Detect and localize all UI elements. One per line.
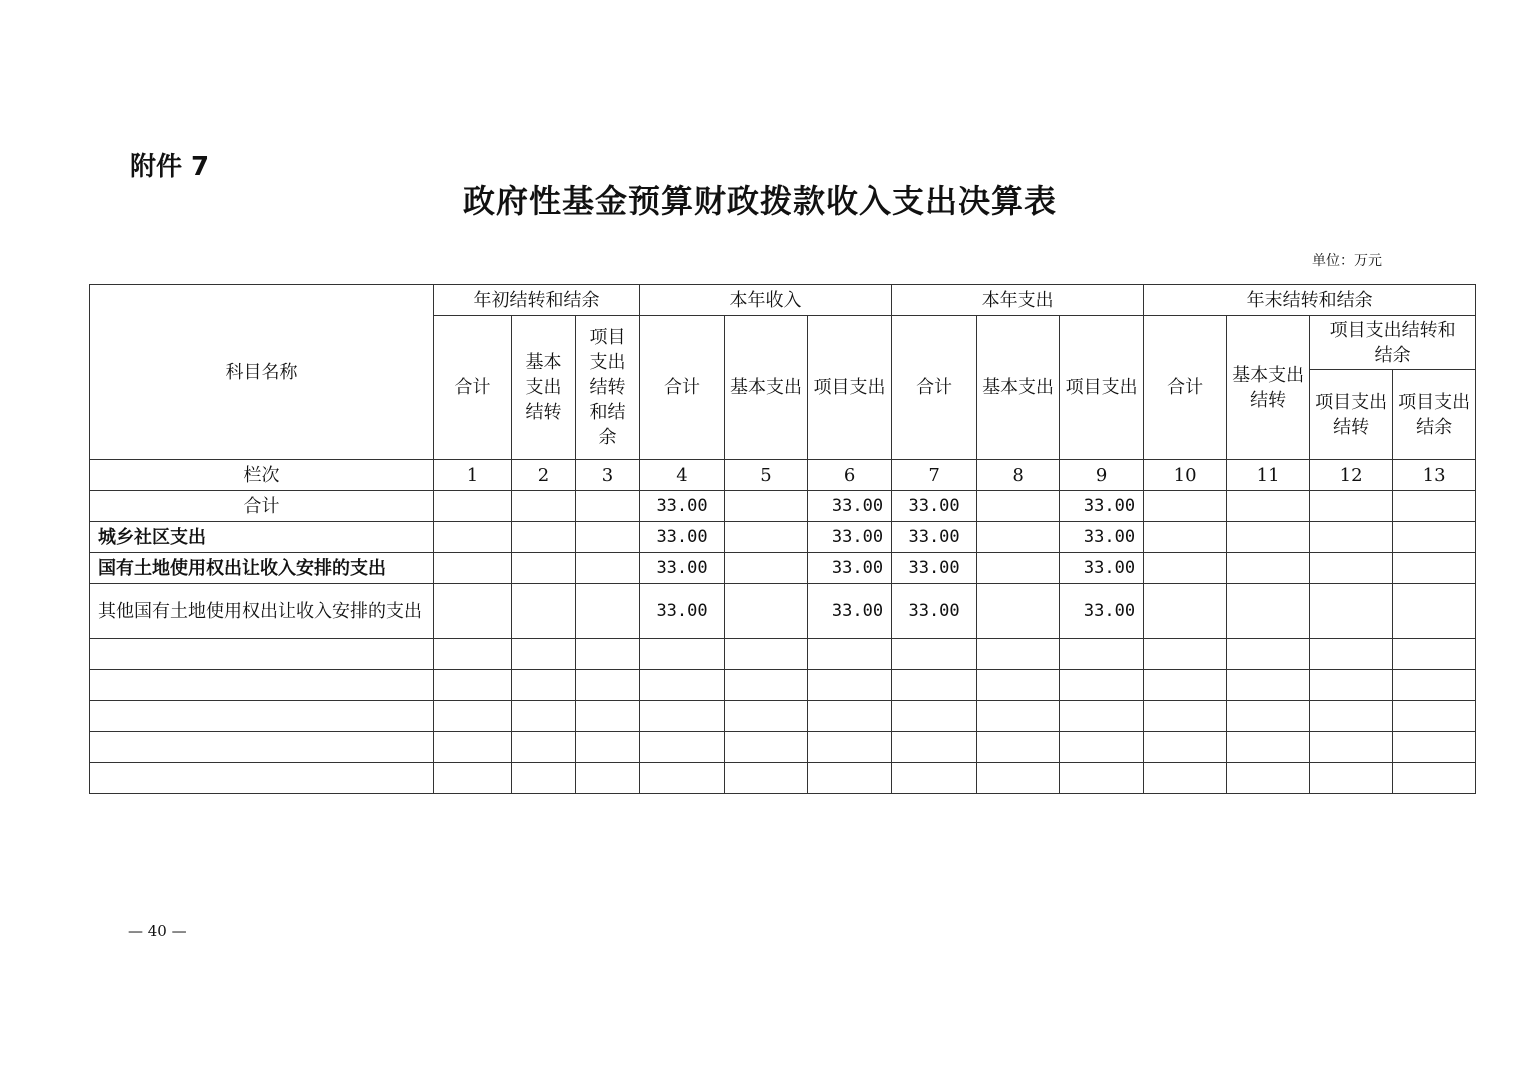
empty-cell — [892, 701, 977, 732]
row-value-cell — [1227, 553, 1310, 584]
empty-cell — [1393, 732, 1476, 763]
empty-cell — [434, 763, 512, 794]
empty-cell — [1227, 763, 1310, 794]
row-value-cell — [1144, 491, 1227, 522]
header-expense-total: 合计 — [892, 316, 977, 460]
row-value-cell: 33.00 — [892, 553, 977, 584]
empty-cell — [1393, 670, 1476, 701]
row-value-cell — [1310, 491, 1393, 522]
empty-cell — [1144, 763, 1227, 794]
empty-cell — [90, 639, 434, 670]
row-value-cell: 33.00 — [1060, 522, 1144, 553]
empty-row — [90, 732, 1476, 763]
column-number: 1 — [434, 460, 512, 491]
row-value-cell — [512, 522, 576, 553]
empty-cell — [977, 670, 1060, 701]
row-value-cell — [434, 553, 512, 584]
column-number: 11 — [1227, 460, 1310, 491]
column-number: 13 — [1393, 460, 1476, 491]
row-value-cell: 33.00 — [640, 584, 725, 639]
table-row — [90, 522, 1476, 553]
header-income-project: 项目支出 — [808, 316, 892, 460]
row-value-cell — [1144, 553, 1227, 584]
empty-cell — [1060, 639, 1144, 670]
row-value-cell: 33.00 — [1060, 491, 1144, 522]
header-start-total: 合计 — [434, 316, 512, 460]
row-value-cell — [725, 584, 808, 639]
row-value-cell — [1393, 584, 1476, 639]
row-value-cell — [977, 553, 1060, 584]
header-start-project: 项目支出结转和结余 — [576, 316, 640, 460]
row-value-cell — [434, 584, 512, 639]
empty-row — [90, 701, 1476, 732]
row-value-cell: 33.00 — [892, 491, 977, 522]
empty-cell — [725, 763, 808, 794]
data-rows — [90, 491, 1476, 639]
row-value-cell — [512, 584, 576, 639]
header-start-basic: 基本支出结转 — [512, 316, 576, 460]
page-number: — 40 — — [128, 922, 187, 940]
empty-cell — [512, 639, 576, 670]
row-value-cell — [576, 584, 640, 639]
budget-table — [89, 284, 1476, 794]
row-value-cell: 33.00 — [640, 522, 725, 553]
row-value-cell — [725, 553, 808, 584]
row-value-cell — [434, 522, 512, 553]
table-row — [90, 584, 1476, 639]
header-end-project-balance: 项目支出结余 — [1393, 370, 1476, 460]
row-value-cell — [1310, 553, 1393, 584]
empty-cell — [640, 732, 725, 763]
empty-cell — [1144, 639, 1227, 670]
row-value-cell — [1310, 584, 1393, 639]
empty-row — [90, 639, 1476, 670]
row-value-cell — [1144, 584, 1227, 639]
column-number-row — [90, 460, 1476, 491]
empty-cell — [640, 701, 725, 732]
row-value-cell — [725, 491, 808, 522]
blank-rows — [90, 639, 1476, 794]
row-value-cell: 33.00 — [808, 522, 892, 553]
empty-row — [90, 763, 1476, 794]
header-group-start: 年初结转和结余 — [434, 285, 640, 316]
header-group-income: 本年收入 — [640, 285, 892, 316]
empty-cell — [977, 732, 1060, 763]
empty-cell — [977, 639, 1060, 670]
empty-cell — [1227, 701, 1310, 732]
empty-cell — [1060, 732, 1144, 763]
empty-cell — [725, 732, 808, 763]
header-expense-basic: 基本支出 — [977, 316, 1060, 460]
unit-label: 单位：万元 — [1312, 253, 1382, 269]
column-number: 8 — [977, 460, 1060, 491]
empty-cell — [892, 670, 977, 701]
empty-cell — [512, 732, 576, 763]
empty-cell — [1060, 670, 1144, 701]
header-group-end: 年末结转和结余 — [1144, 285, 1476, 316]
row-value-cell — [512, 491, 576, 522]
header-income-total: 合计 — [640, 316, 725, 460]
empty-cell — [90, 701, 434, 732]
column-number: 2 — [512, 460, 576, 491]
empty-cell — [434, 670, 512, 701]
header-income-basic: 基本支出 — [725, 316, 808, 460]
empty-cell — [90, 763, 434, 794]
attachment-label: 附件 7 — [130, 152, 210, 182]
empty-cell — [977, 763, 1060, 794]
empty-cell — [1144, 732, 1227, 763]
row-value-cell — [725, 522, 808, 553]
row-value-cell — [1227, 584, 1310, 639]
empty-cell — [434, 701, 512, 732]
empty-cell — [576, 763, 640, 794]
table-row — [90, 491, 1476, 522]
row-subject-name: 合计 — [90, 491, 434, 522]
empty-cell — [1393, 701, 1476, 732]
empty-cell — [725, 639, 808, 670]
empty-cell — [1393, 763, 1476, 794]
empty-cell — [1144, 701, 1227, 732]
header-group-expense: 本年支出 — [892, 285, 1144, 316]
row-value-cell — [576, 491, 640, 522]
empty-cell — [640, 670, 725, 701]
row-value-cell — [1144, 522, 1227, 553]
empty-cell — [725, 701, 808, 732]
empty-cell — [808, 763, 892, 794]
row-value-cell — [1227, 522, 1310, 553]
empty-cell — [808, 732, 892, 763]
empty-cell — [1144, 670, 1227, 701]
row-value-cell — [977, 522, 1060, 553]
header-end-project-group: 项目支出结转和结余 — [1310, 316, 1476, 370]
column-number: 6 — [808, 460, 892, 491]
row-value-cell — [977, 584, 1060, 639]
table-row — [90, 553, 1476, 584]
row-value-cell: 33.00 — [1060, 553, 1144, 584]
empty-cell — [1310, 701, 1393, 732]
row-value-cell — [576, 522, 640, 553]
empty-cell — [808, 670, 892, 701]
empty-cell — [576, 732, 640, 763]
header-end-basic: 基本支出结转 — [1227, 316, 1310, 460]
column-number-label: 栏次 — [90, 460, 434, 491]
empty-cell — [1310, 639, 1393, 670]
row-subject-name: 国有土地使用权出让收入安排的支出 — [90, 553, 434, 584]
row-value-cell — [1393, 553, 1476, 584]
column-number: 4 — [640, 460, 725, 491]
header-end-total: 合计 — [1144, 316, 1227, 460]
row-value-cell — [434, 491, 512, 522]
column-number: 3 — [576, 460, 640, 491]
empty-cell — [1227, 639, 1310, 670]
header-end-project-carry: 项目支出结转 — [1310, 370, 1393, 460]
empty-cell — [977, 701, 1060, 732]
empty-cell — [434, 639, 512, 670]
row-value-cell — [977, 491, 1060, 522]
row-value-cell: 33.00 — [1060, 584, 1144, 639]
header-row-groups — [90, 285, 1476, 316]
column-number: 9 — [1060, 460, 1144, 491]
column-number: 5 — [725, 460, 808, 491]
empty-cell — [892, 639, 977, 670]
row-value-cell — [1393, 491, 1476, 522]
empty-cell — [640, 763, 725, 794]
empty-cell — [434, 732, 512, 763]
empty-cell — [512, 763, 576, 794]
page-title: 政府性基金预算财政拨款收入支出决算表 — [462, 182, 1057, 220]
empty-cell — [576, 670, 640, 701]
empty-cell — [1060, 763, 1144, 794]
empty-cell — [1310, 670, 1393, 701]
row-value-cell — [1393, 522, 1476, 553]
column-number: 7 — [892, 460, 977, 491]
row-value-cell: 33.00 — [892, 522, 977, 553]
empty-cell — [892, 763, 977, 794]
row-value-cell — [512, 553, 576, 584]
row-value-cell: 33.00 — [808, 584, 892, 639]
empty-cell — [1227, 732, 1310, 763]
row-value-cell: 33.00 — [892, 584, 977, 639]
row-value-cell — [576, 553, 640, 584]
row-subject-name: 其他国有土地使用权出让收入安排的支出 — [90, 584, 434, 639]
column-number: 10 — [1144, 460, 1227, 491]
empty-cell — [576, 639, 640, 670]
row-value-cell: 33.00 — [640, 491, 725, 522]
row-subject-name: 城乡社区支出 — [90, 522, 434, 553]
empty-cell — [808, 701, 892, 732]
row-value-cell: 33.00 — [808, 553, 892, 584]
header-subject-name: 科目名称 — [90, 285, 434, 460]
empty-cell — [725, 670, 808, 701]
empty-cell — [1310, 763, 1393, 794]
empty-cell — [640, 639, 725, 670]
empty-cell — [1393, 639, 1476, 670]
row-value-cell: 33.00 — [640, 553, 725, 584]
column-number: 12 — [1310, 460, 1393, 491]
empty-cell — [1227, 670, 1310, 701]
empty-cell — [1310, 732, 1393, 763]
row-value-cell: 33.00 — [808, 491, 892, 522]
empty-cell — [512, 670, 576, 701]
empty-cell — [576, 701, 640, 732]
empty-cell — [90, 670, 434, 701]
empty-cell — [892, 732, 977, 763]
empty-row — [90, 670, 1476, 701]
empty-cell — [808, 639, 892, 670]
empty-cell — [512, 701, 576, 732]
row-value-cell — [1227, 491, 1310, 522]
row-value-cell — [1310, 522, 1393, 553]
header-expense-project: 项目支出 — [1060, 316, 1144, 460]
empty-cell — [1060, 701, 1144, 732]
empty-cell — [90, 732, 434, 763]
